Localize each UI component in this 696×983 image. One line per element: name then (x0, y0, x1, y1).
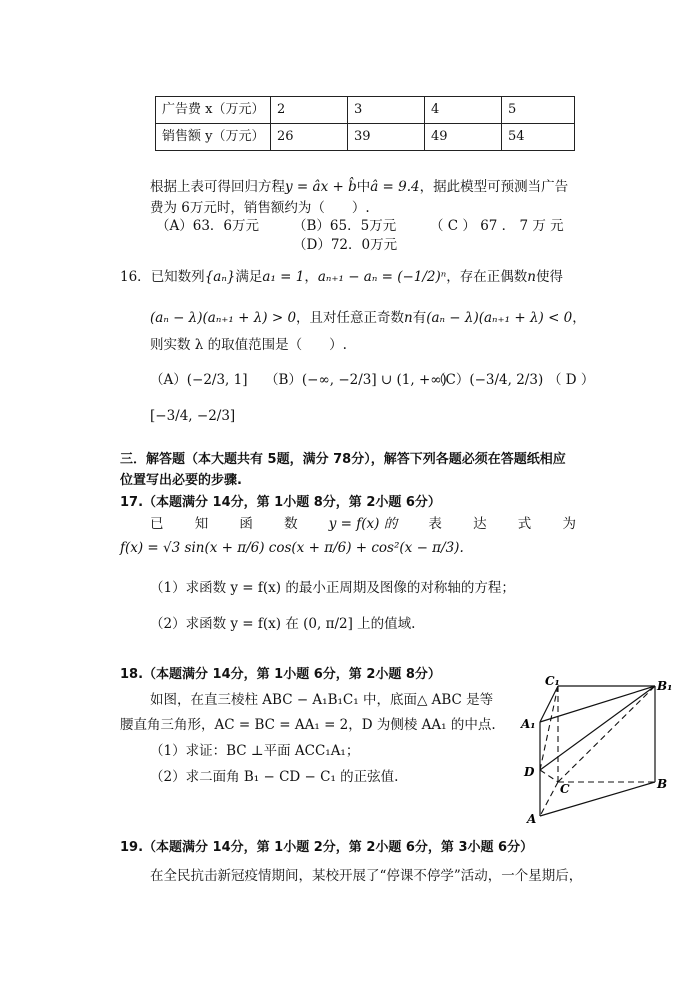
equation: n (404, 310, 413, 326)
text: 为 (562, 516, 576, 532)
table-cell: 39 (348, 124, 425, 151)
text: ，存在正偶数 (446, 269, 528, 285)
q16-option-a: （A）(−2/3, 1] (150, 372, 248, 388)
prism-figure (515, 670, 680, 830)
equation: a₁ = 1 (262, 269, 305, 285)
vertex-label-b1: B₁ (657, 679, 673, 693)
vertex-label-c1: C₁ (545, 674, 560, 688)
equation: â = 9.4 (370, 179, 420, 195)
table-cell: 3 (348, 97, 425, 124)
table-cell: 26 (271, 124, 348, 151)
hidden-edge (540, 770, 558, 782)
edge (540, 686, 655, 770)
q18-line2: 腰直角三角形，AC = BC = AA₁ = 2，D 为侧棱 AA₁ 的中点. (120, 717, 496, 733)
table-cell: 49 (425, 124, 502, 151)
q16-option-d-value: [−3/4, −2/3] (150, 408, 236, 424)
edge (540, 782, 655, 816)
q16-option-d: （ D ） (548, 372, 595, 388)
text: 式 (517, 516, 532, 532)
q16-option-b: （B）(−∞, −2/3] ∪ (1, +∞) (265, 372, 447, 388)
q15-line1 (150, 175, 568, 195)
text: 表 (428, 516, 442, 532)
q16-line2 (150, 306, 586, 326)
data-table (155, 96, 575, 151)
vertex-label-c: C (560, 782, 570, 796)
text: 已 (150, 516, 164, 532)
text: 使得 (535, 269, 563, 285)
question-number: 16． (120, 269, 151, 285)
text: ， (304, 269, 318, 285)
text: 有 (412, 310, 427, 326)
text: 函 (239, 516, 253, 532)
q15-line2: 费为 6万元时，销售额约为（ ）. (150, 200, 370, 216)
table-cell: 销售额 y（万元） (156, 124, 271, 151)
q15-option-a: （A）63．6万元 (156, 218, 260, 234)
text: 达 (473, 516, 487, 532)
q17-part2: （2）求函数 y = f(x) 在 (0, π/2] 上的值域. (150, 616, 416, 632)
text: ， (572, 310, 586, 326)
text: 中 (356, 179, 371, 195)
equation: (aₙ − λ)(aₙ₊₁ + λ) < 0 (426, 310, 573, 326)
hidden-edge (540, 686, 558, 770)
table-cell: 5 (502, 97, 575, 124)
table-cell: 2 (271, 97, 348, 124)
section-heading: 三．解答题（本大题共有 5题，满分 78分），解答下列各题必须在答题纸相应 (120, 452, 566, 467)
table-cell: 4 (425, 97, 502, 124)
q15-option-b: （B）65．5万元 (293, 218, 397, 234)
table-cell: 广告费 x（万元） (156, 97, 271, 124)
vertex-label-a1: A₁ (521, 717, 536, 731)
q16-line3: 则实数 λ 的取值范围是（ ）. (150, 337, 347, 353)
q19-header: 19.（本题满分 14分，第 1小题 2分，第 2小题 6分，第 3小题 6分） (120, 840, 534, 855)
q17-part1: （1）求函数 y = f(x) 的最小正周期及图像的对称轴的方程； (150, 580, 515, 596)
text: 满足 (235, 269, 263, 285)
vertex-label-b: B (657, 777, 668, 791)
q18-line1: 如图，在直三棱柱 ABC − A₁B₁C₁ 中，底面△ ABC 是等 (150, 692, 494, 708)
q15-option-c: （ C ） 67 ． 7 万 元 (430, 218, 564, 234)
equation: aₙ₊₁ − aₙ = (−1/2)ⁿ (317, 269, 447, 285)
text: 已知数列 (150, 269, 205, 285)
q19-line1: 在全民抗击新冠疫情期间，某校开展了“停课不停学”活动，一个星期后， (150, 868, 583, 884)
text: 数 (284, 516, 298, 532)
text: ，且对任意正奇数 (296, 310, 405, 326)
text: 根据上表可得回归方程 (150, 179, 285, 195)
table-cell: 54 (502, 124, 575, 151)
table-row (156, 97, 575, 124)
table-row (156, 124, 575, 151)
q17-line1 (150, 512, 576, 532)
equation: {aₙ} (204, 269, 236, 285)
section-heading-line2: 位置写出必要的步骤. (120, 473, 242, 488)
hidden-edge (558, 686, 655, 782)
text: 知 (194, 516, 209, 532)
text: ，据此模型可预测当广告 (419, 179, 569, 195)
q18-header: 18.（本题满分 14分，第 1小题 6分，第 2小题 8分） (120, 667, 441, 682)
q17-header: 17.（本题满分 14分，第 1小题 8分，第 2小题 6分） (120, 495, 441, 510)
equation: y = âx + b̂ (285, 179, 357, 195)
q18-part1: （1）求证：BC ⊥平面 ACC₁A₁； (150, 743, 360, 759)
q17-formula: f(x) = √3 sin(x + π/6) cos(x + π/6) + cos²(x − π/3). (120, 540, 464, 556)
q18-part2: （2）求二面角 B₁ − CD − C₁ 的正弦值. (150, 769, 399, 785)
q15-option-d: （D）72．0万元 (293, 237, 398, 253)
vertex-label-d: D (524, 765, 535, 779)
vertex-label-a: A (527, 812, 537, 826)
equation: (aₙ − λ)(aₙ₊₁ + λ) > 0 (150, 310, 297, 326)
q16-option-c: （C）(−3/4, 2/3) (432, 372, 544, 388)
equation: n (527, 269, 536, 285)
equation: y = f(x) 的 (328, 516, 398, 532)
q16-line1 (120, 265, 563, 285)
